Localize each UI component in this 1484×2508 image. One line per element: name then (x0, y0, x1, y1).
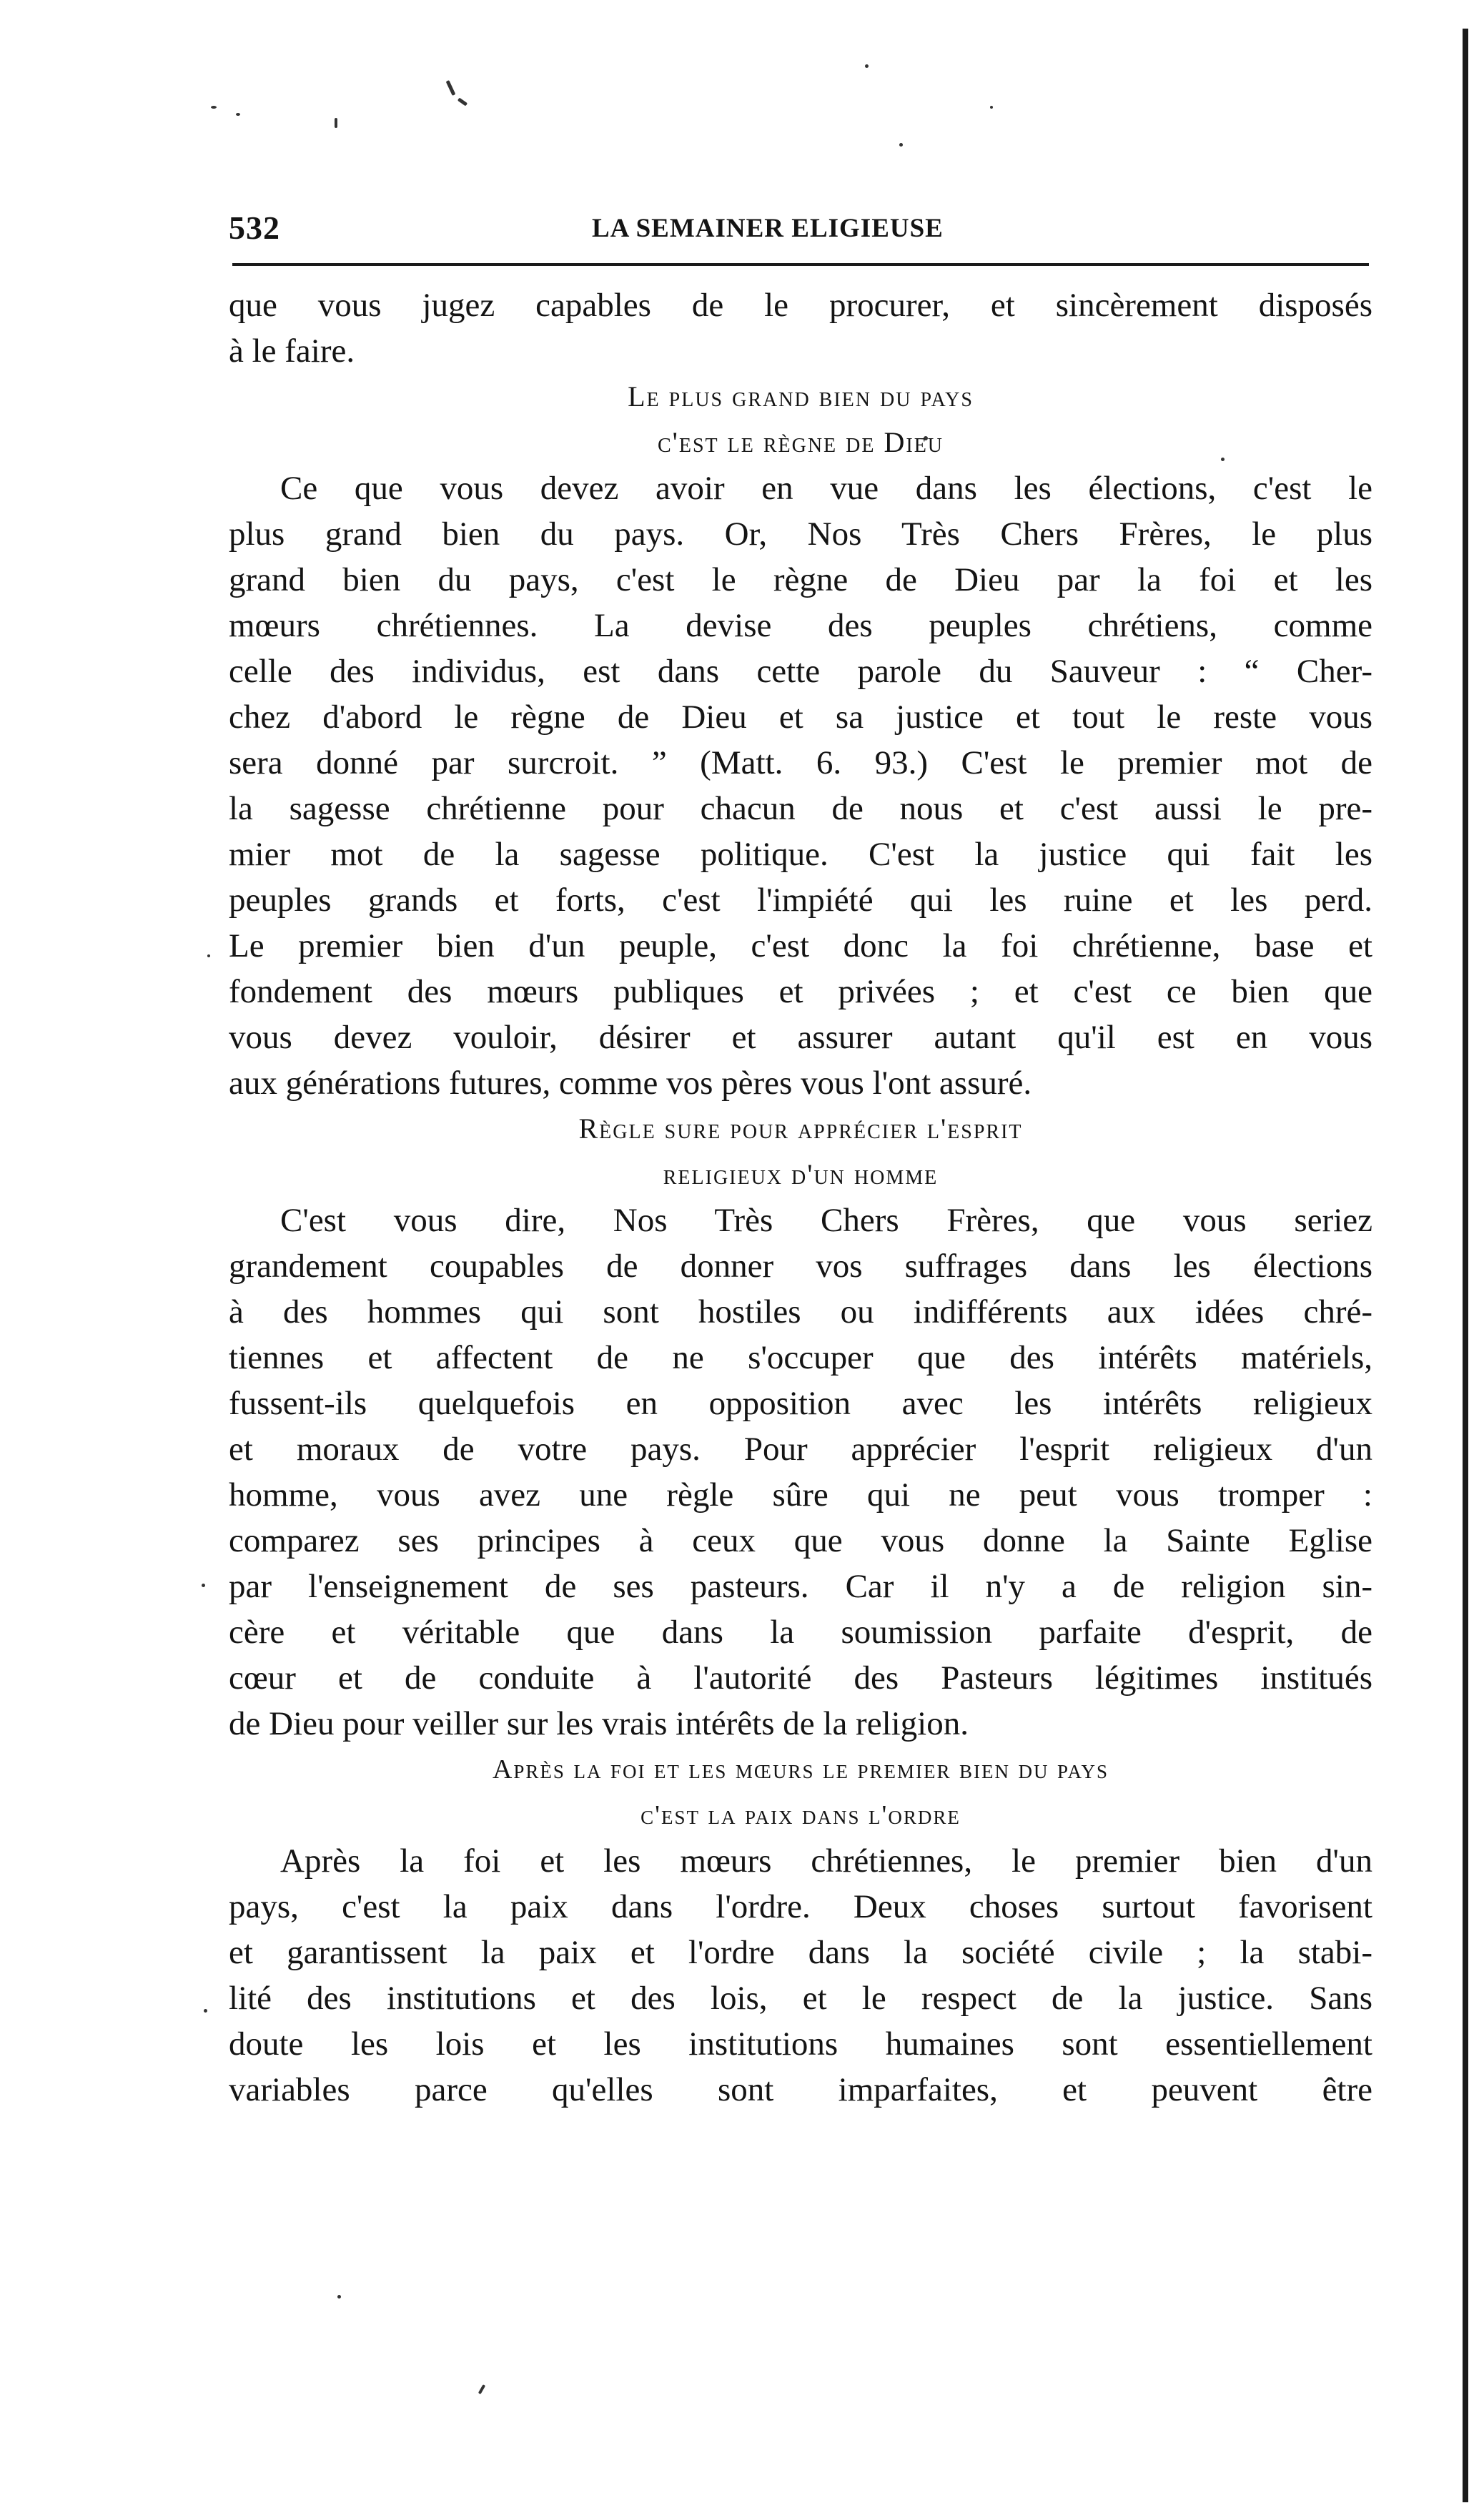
scan-speck (236, 113, 240, 116)
text-line: grand bien du pays, c'est le règne de Dieu par la foi et les (229, 561, 1372, 598)
page-header (222, 209, 1380, 252)
scan-speck (478, 2384, 485, 2394)
text-line: mœurs chrétiennes. La devise des peuples chrétiens, comme (229, 607, 1372, 644)
section-heading: Règle sure pour apprécier l'esprit (578, 1112, 1023, 1145)
text-line: grandement coupables de donner vos suffrages dans les élections (229, 1248, 1372, 1285)
text-line: fussent-ils quelquefois en opposition avec les intérêts religieux (229, 1385, 1372, 1422)
text-line: aux générations futures, comme vos pères vous l'ont assuré. (229, 1065, 1032, 1102)
scan-speck (865, 64, 869, 68)
text-line: fondement des mœurs publiques et privées ; et c'est ce bien que (229, 973, 1372, 1010)
scan-speck (990, 106, 993, 109)
text-line: sera donné par surcroit. ” (Matt. 6. 93.) C'est le premier mot de (229, 744, 1372, 781)
scan-speck (207, 954, 210, 957)
text-line: mier mot de la sagesse politique. C'est la justice qui fait les (229, 836, 1372, 873)
text-line: que vous jugez capables de le procurer, et sincèrement disposés (229, 287, 1372, 324)
scan-speck (204, 2009, 207, 2013)
text-line: tiennes et affectent de ne s'occuper que des intérêts matériels, (229, 1339, 1372, 1376)
running-head: LA SEMAINER ELIGIEUSE (592, 214, 944, 243)
section-heading: Après la foi et les mœurs le premier bien du pays (492, 1754, 1109, 1784)
text-line: lité des institutions et des lois, et le respect de la justice. Sans (229, 1980, 1372, 2017)
text-line: variables parce qu'elles sont imparfaites, et peuvent être (229, 2071, 1372, 2108)
text-line: et moraux de votre pays. Pour apprécier l'esprit religieux d'un (229, 1431, 1372, 1468)
binding-edge (1463, 29, 1468, 2502)
scan-speck (457, 97, 468, 106)
text-line: et garantissent la paix et l'ordre dans la société civile ; la stabi- (229, 1934, 1372, 1971)
text-line: pays, c'est la paix dans l'ordre. Deux choses surtout favorisent (229, 1888, 1372, 1925)
text-line: à des hommes qui sont hostiles ou indifférents aux idées chré- (229, 1293, 1372, 1330)
text-line: plus grand bien du pays. Or, Nos Très Chers Frères, le plus (229, 515, 1372, 553)
text-line: à le faire. (229, 332, 355, 370)
scan-speck (335, 118, 337, 128)
section-heading: religieux d'un homme (663, 1158, 939, 1190)
text-line: homme, vous avez une règle sûre qui ne peut vous tromper : (229, 1476, 1372, 1514)
section-heading: c'est la paix dans l'ordre (640, 1800, 961, 1830)
page-number: 532 (229, 209, 280, 246)
text-line: cère et véritable que dans la soumission parfaite d'esprit, de (229, 1614, 1372, 1651)
text-line: celle des individus, est dans cette parole du Sauveur : “ Cher- (229, 653, 1372, 690)
text-line: chez d'abord le règne de Dieu et sa justice et tout le reste vous (229, 698, 1372, 736)
body-text (229, 282, 1372, 2113)
text-line: de Dieu pour veiller sur les vrais intérêts de la religion. (229, 1705, 969, 1742)
text-line: peuples grands et forts, c'est l'impiété qui les ruine et les perd. (229, 882, 1372, 919)
text-line: comparez ses principes à ceux que vous donne la Sainte Eglise (229, 1522, 1372, 1559)
scan-speck (899, 143, 903, 147)
text-line: cœur et de conduite à l'autorité des Pasteurs légitimes institués (229, 1659, 1372, 1697)
text-line: par l'enseignement de ses pasteurs. Car il n'y a de religion sin- (229, 1568, 1372, 1605)
scan-speck (211, 106, 217, 109)
text-line: la sagesse chrétienne pour chacun de nous et c'est aussi le pre- (229, 790, 1372, 827)
text-line: Après la foi et les mœurs chrétiennes, le premier bien d'un (280, 1842, 1372, 1880)
scan-speck (337, 2295, 341, 2299)
header-rule (232, 263, 1369, 266)
text-line: doute les lois et les institutions humaines sont essentiellement (229, 2025, 1372, 2063)
text-line: C'est vous dire, Nos Très Chers Frères, que vous seriez (280, 1202, 1372, 1239)
scan-speck (446, 80, 456, 96)
section-heading: c'est le règne de Dieu (657, 426, 944, 458)
section-heading: Le plus grand bien du pays (628, 380, 974, 413)
text-line: Ce que vous devez avoir en vue dans les élections, c'est le (280, 470, 1372, 507)
text-line: vous devez vouloir, désirer et assurer autant qu'il est en vous (229, 1019, 1372, 1056)
text-line: Le premier bien d'un peuple, c'est donc la foi chrétienne, base et (229, 927, 1372, 964)
scan-speck (202, 1584, 205, 1587)
